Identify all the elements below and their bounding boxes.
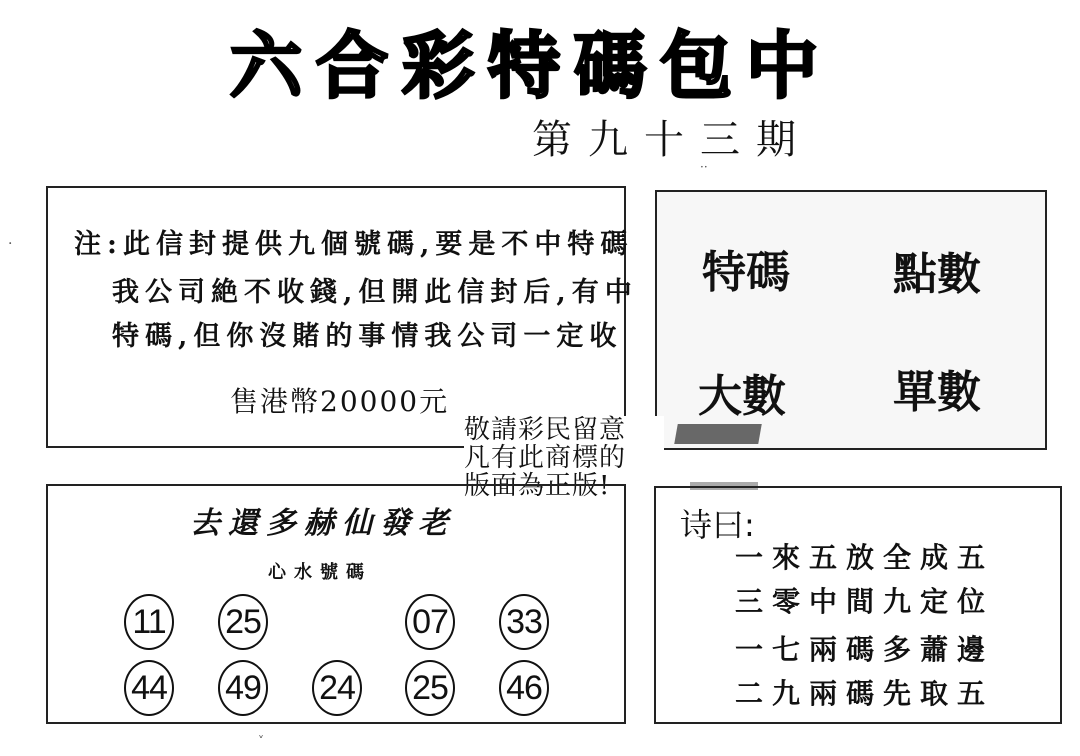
page-title: 六合彩特碼包中 [230,23,833,108]
number-ball: 24 [312,660,362,716]
notice-line: 版面為正版! [464,471,611,501]
keyword-special-number: 特碼 [702,247,790,298]
number-ball: 33 [499,594,549,650]
poem-line: 三零中間九定位 [735,585,995,618]
issue-number: 第九十三期 [532,117,812,163]
stamp-logo-smudge [674,424,762,444]
notice-line: 敬請彩民留意 [464,415,627,445]
keyword-points: 點數 [893,249,981,300]
numbers-heading: 去還多赫仙發老 [190,506,456,541]
note-line: 注:此信封提供九個號碼,要是不中特碼 [74,229,634,260]
poem-line: 一來五放全成五 [735,541,995,574]
number-ball: 07 [405,594,455,650]
scan-speck: · [8,236,13,252]
scan-speck: ˅ [258,734,264,748]
poem-heading: 诗曰: [680,506,755,544]
notice-line: 凡有此商標的 [464,443,627,473]
number-ball: 46 [499,660,549,716]
note-line: 特碼,但你沒賭的事情我公司一定收 [112,321,623,352]
numbers-subheading: 心水號碼 [268,562,372,583]
number-ball: 49 [218,660,268,716]
scan-speck: ·· [700,160,708,174]
poem-line: 一七兩碼多蕭邊 [735,633,995,666]
price-text: 售港幣20000元 [230,385,450,418]
poem-line: 二九兩碼先取五 [735,677,995,710]
number-ball: 25 [218,594,268,650]
number-ball: 11 [124,594,174,650]
number-ball: 44 [124,660,174,716]
keyword-odd-number: 單數 [893,367,981,418]
keyword-big-number: 大數 [698,371,786,422]
number-ball: 25 [405,660,455,716]
note-line: 我公司絶不收錢,但開此信封后,有中 [112,277,638,308]
